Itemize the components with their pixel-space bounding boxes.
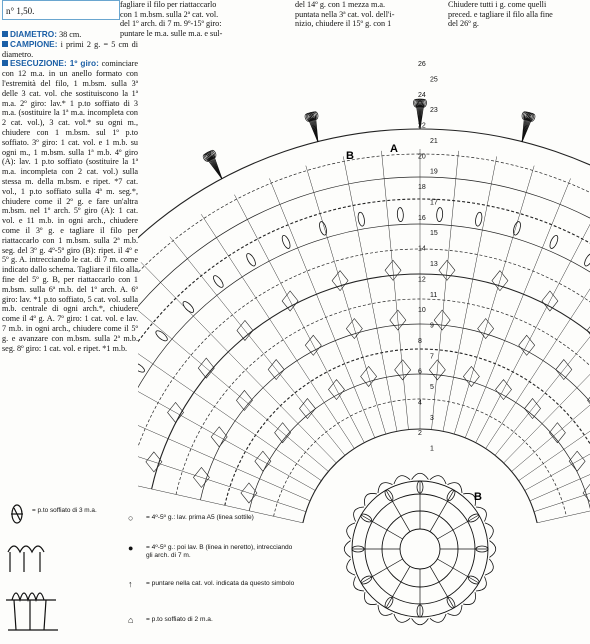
motif-spoke — [437, 515, 479, 539]
chart-spoke — [138, 291, 328, 472]
motif-outer-loop — [430, 476, 446, 484]
chart-spokes — [138, 149, 590, 523]
chart-puff-stitch — [397, 207, 404, 221]
legend-text-2: = 4º-5º g.: poi lav. B (linea in neretto), intrecciando gli arch. di 7 m. — [146, 544, 293, 559]
chart-spoke — [234, 195, 364, 443]
motif-outer-loop — [364, 592, 376, 604]
chart-puff-stitch — [138, 361, 146, 374]
motif-spoke — [386, 490, 410, 532]
motif-outer-loop — [344, 541, 350, 558]
round-number-label: 21 — [430, 137, 438, 145]
chart-ring — [249, 374, 590, 511]
legend-left-item-1: = p.to soffiato di 3 m.a. — [32, 507, 97, 514]
legend-symbols-icon — [2, 500, 138, 644]
motif-spoke — [386, 566, 410, 608]
round-number-label: 18 — [418, 184, 426, 192]
campione-label: CAMPIONE: — [10, 38, 58, 49]
puff-stitch-icon: ⌂ — [128, 615, 134, 625]
instructions-column — [2, 30, 138, 500]
round-number-label: 16 — [418, 214, 426, 222]
chart-puff-stitch — [245, 252, 257, 267]
chart-spoke — [343, 156, 397, 431]
chart-spoke — [534, 425, 590, 512]
motif-spoke — [361, 559, 403, 583]
legend-text-1: = 4º-5º g.: lav. prima A5 (linea sottile) — [146, 514, 254, 521]
round-number-label: 2 — [418, 430, 422, 438]
motif-outer-loop — [394, 614, 410, 622]
chart-spoke — [381, 151, 408, 430]
legend-left — [2, 500, 138, 644]
motif-spoke — [437, 559, 479, 583]
bullet-square-icon — [2, 60, 8, 66]
legend-text-4: = p.to soffiato di 2 m.a. — [146, 616, 213, 623]
motif-outer-loop — [489, 541, 495, 558]
motif-ring — [400, 529, 440, 569]
chart-spoke — [138, 321, 321, 480]
campione-value: i primi 2 g. = 5 cm di diametro. — [2, 39, 138, 59]
chart-spoke — [138, 388, 310, 500]
chart-ring — [138, 249, 590, 484]
chart-spoke — [443, 156, 497, 431]
round-number-label: 24 — [418, 91, 426, 99]
marker-b-label: B — [346, 150, 354, 162]
top-text-strip — [120, 0, 590, 42]
chart-ring — [152, 274, 590, 489]
chart-spoke — [476, 195, 590, 443]
chart-ring — [138, 154, 590, 463]
round-number-label: 19 — [430, 168, 438, 176]
motif-spoke — [430, 490, 454, 532]
chart-spoke — [170, 237, 345, 456]
round-number-label: 8 — [418, 337, 422, 345]
chart-spoke — [306, 166, 386, 434]
bullet-square-icon — [2, 41, 8, 47]
motif-outer-loop — [430, 614, 446, 622]
chart-spoke — [537, 462, 590, 523]
motif-outer-loop — [347, 559, 355, 575]
chart-puff-stitch — [281, 234, 292, 249]
chart-puff-stitch — [475, 212, 483, 227]
chart-ring — [138, 199, 590, 473]
round-number-label: 3 — [430, 414, 434, 422]
round-number-label: 13 — [430, 261, 438, 268]
round-number-label: 25 — [430, 76, 438, 84]
arrow-up-icon: ↑ — [128, 579, 133, 589]
esecuzione-label: ESECUZIONE: 1º giro: — [10, 58, 99, 69]
motif-spoke — [430, 566, 454, 608]
chart-spoke — [432, 151, 459, 430]
filled-circle-icon: ● — [128, 543, 134, 553]
round-number-label: 4 — [418, 399, 422, 407]
chart-puff-stitch — [357, 212, 365, 227]
round-number-label: 14 — [418, 245, 426, 253]
top-text-col-1: fagliare il filo per riattaccarlo con 1 m.bsm. sulla 2ª cat. vol. del 1º arch. di 7 m. 9º-15º giro: puntare le m.a. sulle m.a. e sul- — [120, 0, 223, 38]
motif-outer-loop — [394, 476, 410, 484]
chart-puff-stitch — [154, 329, 169, 343]
top-text-col-2: del 14º g. con 1 mezza m.a. puntata nella 3ª cat. vol. dell'i- nizio, chiudere il 15º g. con 1 — [295, 0, 395, 28]
marker-b-label-lower: B — [474, 491, 482, 503]
hollow-circle-icon: ○ — [128, 513, 134, 523]
round-number-label: 9 — [430, 322, 434, 330]
chart-ring — [138, 177, 590, 468]
diametro-label: DIAMETRO: — [10, 30, 58, 39]
round-number-label: 7 — [430, 353, 434, 361]
chart-fans — [138, 99, 590, 480]
chart-mesh-diamond — [583, 483, 590, 503]
round-number-label: 10 — [418, 307, 426, 315]
chart-rings — [138, 129, 590, 523]
round-number-label: 1 — [430, 445, 434, 453]
motif-outer-loop — [364, 493, 376, 505]
chart-spoke — [495, 237, 590, 456]
round-number-label: 11 — [430, 291, 438, 299]
chart-spoke — [138, 354, 315, 491]
chart-puff-stitch — [583, 252, 590, 267]
motif-outer-loop — [485, 559, 493, 575]
motif-spoke — [361, 515, 403, 539]
round-number-label: 20 — [418, 153, 426, 161]
motif-outer-loop — [412, 473, 429, 479]
chart-spoke — [138, 425, 306, 512]
marker-a-label: A — [390, 143, 398, 155]
campione-line — [2, 40, 138, 60]
round-number-label: 26 — [418, 61, 426, 68]
motif-outer-loop — [463, 592, 475, 604]
instructions-body: cominciare con 12 m.a. in un anello formato con l'estremità del filo, 1 m.bsm. sulla 3ª delle 3 cat. vol. che sostituiscono la 1ª m.a. 2º giro: lav.* 1 p.to soffiato di 3 m.a. (sostituire la 1ª m.a. incompleta con 2 cat. vol.), 3 cat. vol.* su ogni m., chiudere con 1 m.bsm. sul 1º p.to soffiato. 3º giro: 1 cat. vol. e 1 m.b. su ogni m., 1 m.bsm. sulla 1ª m.b. 4º giro (A): lav. 1 p.to soffiato (sostituire la 1ª m.a. incompleta con 2 cat. vol.) sulla stessa m. della m.bsm. e ripet. *7 cat. vol., 1 p.to soffiato sulla 4ª m. seg.*, chiudere come il 2º g. e fare un'altra m.bsm. nel 1º arch. 5º giro (A): 1 cat. vol. e 11 m.b. in ogni arch., chiudere come il 3º g. e tagliare il filo per riattaccarlo con 1 m.bsm. sulla 2ª m.b. seg. del 3º g. 4º-5º giro (B): ripet. il 4º e 5º g. A. intrecciando le cat. di 7 m. come indicato dallo schema. Tagliare il filo alla fine del 5º g. B, per riattaccarlo con 1 m.bsm. sulla 6ª m.b. del 1º arch. A. 6º giro: lav. *1 p.to soffiato, 5 cat. vol. sulla m.b. centrale di ogni arch.*, chiudere come il 4º g. A. 7º giro: 1 cat. vol. e lav. 7 m.b. in ogni arch., chiudere come il 5º g. e avanzare con m.bsm. sulla 2ª m.b. seg. 8º giro: 1 cat. vol. e ripet. *1 m.b. — [2, 59, 138, 353]
chart-puff-stitch — [181, 300, 195, 314]
round-number-label: 6 — [418, 368, 422, 376]
legend-text-3: = puntare nella cat. vol. indicata da questo simbolo — [146, 580, 295, 587]
chart-puff-stitch — [548, 234, 559, 249]
round-number-label: 17 — [430, 199, 438, 207]
motif-outer-loop — [485, 523, 493, 539]
chart-spoke — [504, 262, 590, 463]
bullet-square-icon — [2, 31, 8, 37]
round-number-label: 23 — [430, 107, 438, 115]
chart-spoke — [525, 354, 590, 491]
round-number-label: 12 — [418, 276, 426, 284]
round-number-label: 15 — [430, 230, 438, 238]
motif-outer-loop — [347, 523, 355, 539]
round-number-label: 22 — [418, 122, 426, 130]
page-number-text: n° 1,50. — [6, 6, 35, 16]
chart-spoke — [512, 291, 590, 472]
chart-spoke — [486, 214, 590, 448]
page-number-box — [2, 0, 120, 20]
chart-puff-stitch — [212, 274, 225, 289]
chart-spoke — [454, 166, 534, 434]
round-number-label: 5 — [430, 384, 434, 392]
motif-outer-loop — [412, 618, 429, 624]
chart-puff-stitch — [436, 207, 443, 221]
esecuzione-line — [2, 59, 138, 353]
diametro-value: 38 cm. — [57, 30, 82, 39]
top-text-col-3: Chiudere tutti i g. come quelli preced. e tagliare il filo alla fine del 26º g. — [448, 0, 553, 28]
legend-middle — [128, 508, 298, 644]
